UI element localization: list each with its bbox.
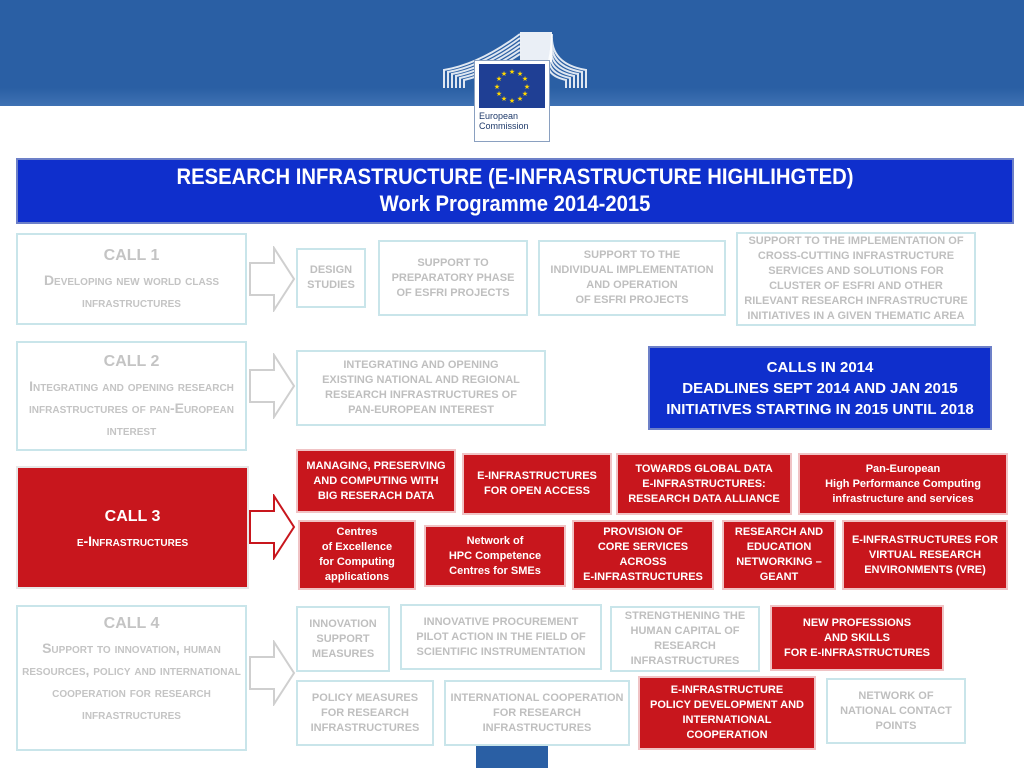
- box-geant: RESEARCH AND EDUCATION NETWORKING – GEANT: [722, 520, 836, 590]
- box-hpc-competence: Network of HPC Competence Centres for SMEs: [424, 525, 566, 587]
- eu-flag-icon: [479, 64, 545, 108]
- call-3-desc: e-Infrastructures: [76, 533, 189, 549]
- bottom-tab: [476, 746, 548, 768]
- call-4-name: CALL 4: [103, 615, 160, 632]
- box-design-studies: DESIGN STUDIES: [296, 248, 366, 308]
- arrow-call-3-icon: [248, 494, 296, 560]
- box-innovation-support: INNOVATION SUPPORT MEASURES: [296, 606, 390, 672]
- box-open-access: E-INFRASTRUCTURES FOR OPEN ACCESS: [462, 453, 612, 515]
- box-calls-2014: CALLS IN 2014 DEADLINES SEPT 2014 AND JAN 2015 INITIATIVES STARTING IN 2015 UNTIL 2018: [648, 346, 992, 430]
- call-3-box: [16, 466, 249, 589]
- box-cross-cutting: SUPPORT TO THE IMPLEMENTATION OF CROSS-CUTTING INFRASTRUCTURE SERVICES AND SOLUTIONS FOR CLUSTER OF ESFRI AND OTHER RILEVANT RESEARCH INFRASTRUCTURE INITIATIVES IN A GIVEN THEMATIC AREA: [736, 232, 976, 326]
- logo-text: [479, 111, 529, 131]
- box-individual-implementation: SUPPORT TO THE INDIVIDUAL IMPLEMENTATION AND OPERATION OF ESFRI PROJECTS: [538, 240, 726, 316]
- svg-text:★: ★: [508, 68, 516, 76]
- title-box: [16, 158, 1014, 224]
- svg-text:★: ★: [495, 90, 503, 98]
- call-4-desc: Support to innovation, human resources, policy and international cooperation for research infrastructures: [22, 640, 241, 722]
- logo-text-commission: Commission: [479, 121, 529, 131]
- call-1-box: [16, 233, 247, 325]
- svg-text:★: ★: [500, 70, 508, 78]
- svg-text:★: ★: [508, 97, 516, 105]
- arrow-call-4-icon: [248, 640, 296, 706]
- svg-text:★: ★: [516, 95, 524, 103]
- page-subtitle: Work Programme 2014-2015: [379, 191, 651, 216]
- box-national-contact-points: NETWORK OF NATIONAL CONTACT POINTS: [826, 678, 966, 744]
- arrow-call-2-icon: [248, 353, 296, 419]
- svg-text:★: ★: [521, 75, 529, 83]
- box-innovative-procurement: INNOVATIVE PROCUREMENT PILOT ACTION IN THE FIELD OF SCIENTIFIC INSTRUMENTATION: [400, 604, 602, 670]
- call-2-desc: Integrating and opening research infrastructures of pan-European interest: [29, 378, 234, 438]
- call-4-box: [16, 605, 247, 751]
- box-international-cooperation: INTERNATIONAL COOPERATION FOR RESEARCH INFRASTRUCTURES: [444, 680, 630, 746]
- box-big-research-data: MANAGING, PRESERVING AND COMPUTING WITH BIG RESERACH DATA: [296, 449, 456, 513]
- box-hpc: Pan-European High Performance Computing infrastructure and services: [798, 453, 1008, 515]
- call-2-box: [16, 341, 247, 451]
- box-human-capital: STRENGTHENING THE HUMAN CAPITAL OF RESEARCH INFRASTRUCTURES: [610, 606, 760, 672]
- svg-text:★: ★: [493, 83, 501, 91]
- page-title: RESEARCH INFRASTRUCTURE (E-INFRASTRUCTURE HIGHLIHGTED): [176, 164, 854, 189]
- svg-text:★: ★: [495, 75, 503, 83]
- box-new-professions: NEW PROFESSIONS AND SKILLS FOR E-INFRASTRUCTURES: [770, 605, 944, 671]
- box-core-services: PROVISION OF CORE SERVICES ACROSS E-INFRASTRUCTURES: [572, 520, 714, 590]
- box-policy-measures: POLICY MEASURES FOR RESEARCH INFRASTRUCTURES: [296, 680, 434, 746]
- box-integrating-opening: INTEGRATING AND OPENING EXISTING NATIONAL AND REGIONAL RESEARCH INFRASTRUCTURES OF PAN-EUROPEAN INTEREST: [296, 350, 546, 426]
- svg-text:★: ★: [500, 95, 508, 103]
- call-3-name: CALL 3: [104, 508, 161, 525]
- box-preparatory-phase: SUPPORT TO PREPARATORY PHASE OF ESFRI PROJECTS: [378, 240, 528, 316]
- box-vre: E-INFRASTRUCTURES FOR VIRTUAL RESEARCH ENVIRONMENTS (VRE): [842, 520, 1008, 590]
- svg-text:★: ★: [521, 90, 529, 98]
- box-centres-excellence: Centres of Excellence for Computing applications: [298, 520, 416, 590]
- arrow-call-1-icon: [248, 246, 296, 312]
- box-research-data-alliance: TOWARDS GLOBAL DATA E-INFRASTRUCTURES: RESEARCH DATA ALLIANCE: [616, 453, 792, 515]
- logo-text-european: European: [479, 111, 519, 121]
- call-2-name: CALL 2: [103, 353, 160, 370]
- box-einfra-policy: E-INFRASTRUCTURE POLICY DEVELOPMENT AND INTERNATIONAL COOPERATION: [638, 676, 816, 750]
- call-1-desc: Developing new world class infrastructures: [43, 272, 220, 310]
- svg-text:★: ★: [523, 83, 531, 91]
- svg-text:★: ★: [516, 70, 524, 78]
- logo-box: [474, 60, 550, 142]
- call-1-name: CALL 1: [103, 247, 160, 264]
- ec-logo: [440, 30, 590, 142]
